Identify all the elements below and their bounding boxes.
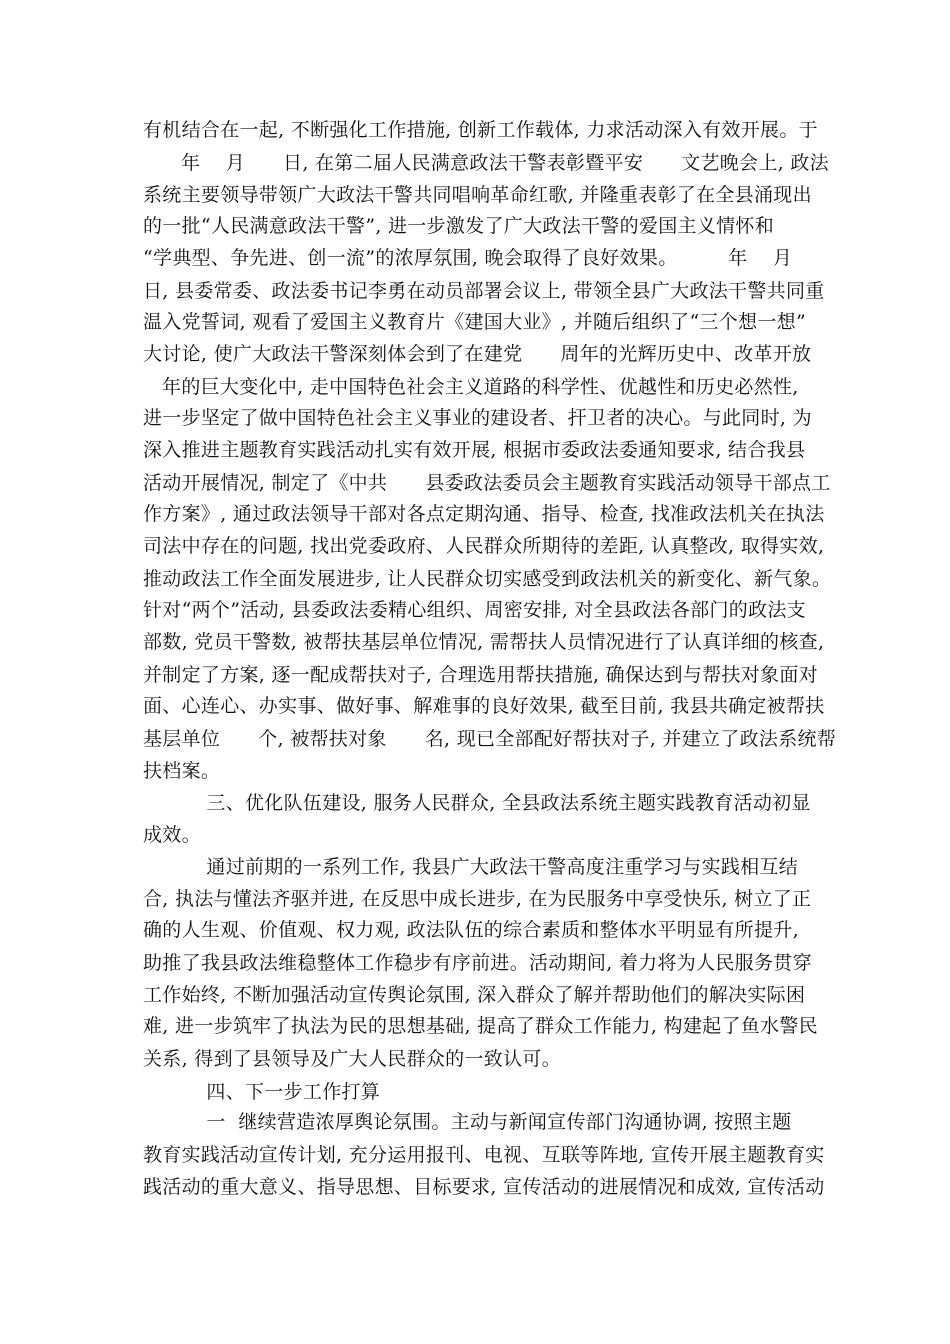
text-line: 工作始终, 不断加强活动宣传舆论氛围, 深入群众了解并帮助他们的解决实际困	[143, 984, 806, 1006]
text-line: 推动政法工作全面发展进步, 让人民群众切实感受到政法机关的新变化、新气象。	[143, 568, 832, 590]
text-line: 扶档案。	[143, 760, 221, 782]
text-line: 温入党誓词, 观看了爱国主义教育片《建国大业》, 并随后组织了“三个想一想”	[143, 311, 806, 333]
text-line: 一 继续营造浓厚舆论氛围。主动与新闻宣传部门沟通协调, 按照主题	[143, 1111, 792, 1133]
text-line: 活动开展情况, 制定了《中共 县委政法委员会主题教育实践活动领导干部点工	[143, 472, 831, 494]
text-line: 深入推进主题教育实践活动扎实有效开展, 根据市委政法委通知要求, 结合我县	[143, 439, 806, 461]
text-line: 有机结合在一起, 不断强化工作措施, 创新工作载体, 力求活动深入有效开展。于	[143, 119, 818, 141]
text-line: 难, 进一步筑牢了执法为民的思想基础, 提高了群众工作能力, 构建起了鱼水警民	[143, 1015, 818, 1037]
text-line: 部数, 党员干警数, 被帮扶基层单位情况, 需帮扶人员情况进行了认真详细的核查,	[143, 631, 825, 653]
text-line: 践活动的重大意义、指导思想、目标要求, 宣传活动的进展情况和成效, 宣传活动	[143, 1176, 825, 1198]
text-line: 年的巨大变化中, 走中国特色社会主义道路的科学性、优越性和历史必然性,	[143, 376, 799, 398]
text-line: 面、心连心、办实事、做好事、解难事的良好效果, 截至目前, 我县共确定被帮扶	[143, 695, 825, 717]
text-line: 关系, 得到了县领导及广大人民群众的一致认可。	[143, 1048, 561, 1070]
text-line: 年 月 日, 在第二届人民满意政法干警表彰暨平安 文艺晚会上, 政法	[143, 152, 829, 174]
text-line: 大讨论, 使广大政法干警深刻体会到了在建党 周年的光辉历史中、改革开放	[143, 343, 812, 365]
text-line: 通过前期的一系列工作, 我县广大政法干警高度注重学习与实践相互结	[143, 856, 799, 878]
text-line: 教育实践活动宣传计划, 充分运用报刊、电视、互联等阵地, 宣传开展主题教育实	[143, 1144, 825, 1166]
text-line: 作方案》, 通过政法领导干部对各点定期沟通、指导、检查, 找准政法机关在执法	[143, 503, 825, 525]
text-line: 成效。	[143, 824, 201, 846]
text-line: 系统主要领导带领广大政法干警共同唱响革命红歌, 并隆重表彰了在全县涌现出	[143, 184, 812, 206]
text-line: 针对“两个”活动, 县委政法委精心组织、周密安排, 对全县政法各部门的政法支	[143, 599, 806, 621]
section-heading: 四、下一步工作打算	[143, 1081, 381, 1103]
text-line: 并制定了方案, 逐一配成帮扶对子, 合理选用帮扶措施, 确保达到与帮扶对象面对	[143, 664, 818, 686]
text-line: “学典型、争先进、创一流”的浓厚氛围, 晚会取得了良好效果。 年 月	[143, 247, 793, 269]
text-line: 的一批“人民满意政法干警”, 进一步激发了广大政法干警的爱国主义情怀和	[143, 215, 775, 237]
text-line: 基层单位 个, 被帮扶对象 名, 现已全部配好帮扶对子, 并建立了政法系统帮	[143, 728, 837, 750]
text-line: 确的人生观、价值观、权力观, 政法队伍的综合素质和整体水平明显有所提升,	[143, 919, 799, 941]
text-line: 助推了我县政法维稳整体工作稳步有序前进。活动期间, 着力将为人民服务贯穿	[143, 952, 812, 974]
text-line: 日, 县委常委、政法委书记李勇在动员部署会议上, 带领全县广大政法干警共同重	[143, 280, 825, 302]
text-line: 司法中存在的问题, 找出党委政府、人民群众所期待的差距, 认真整改, 取得实效,	[143, 535, 825, 557]
text-line: 进一步坚定了做中国特色社会主义事业的建设者、扞卫者的决心。与此同时, 为	[143, 407, 812, 429]
text-line: 合, 执法与懂法齐驱并进, 在反思中成长进步, 在为民服务中享受快乐, 树立了正	[143, 888, 812, 910]
section-heading: 三、优化队伍建设, 服务人民群众, 全县政法系统主题实践教育活动初显	[143, 792, 811, 814]
